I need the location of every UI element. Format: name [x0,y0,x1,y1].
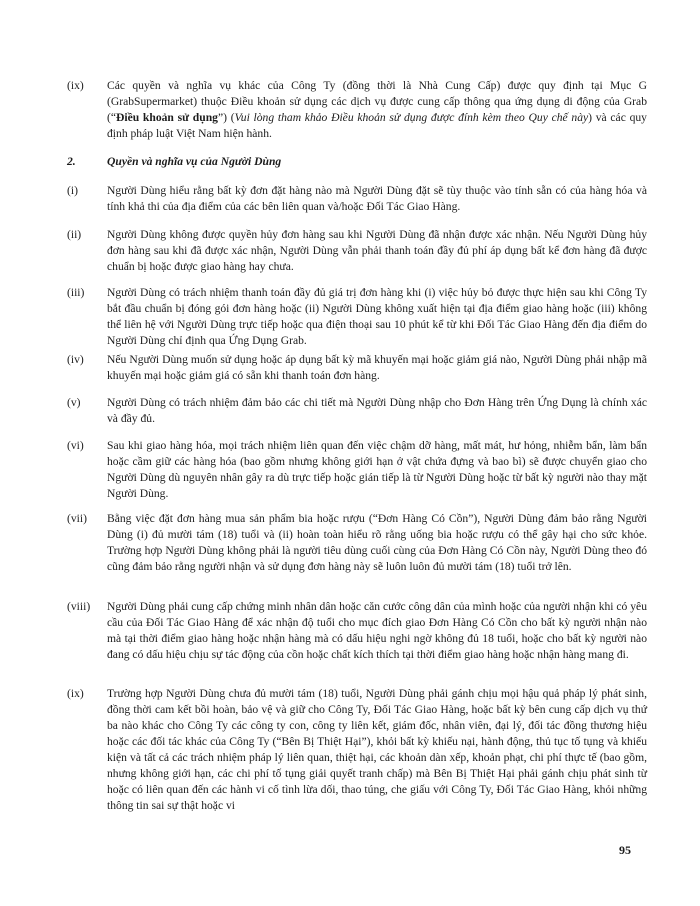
clause-text: Người Dùng phải cung cấp chứng minh nhân dân hoặc căn cước công dân của mình hoặc của người nhận khi có yêu cầu của Đối Tác Giao Hàng để xác nhận độ tuổi cho mục đích giao Đơn Hàng Có Cồn cho bất kỳ người nhận nào mà tại thời điểm giao hàng hoặc nhận hàng mà có dấu hiệu nghi ngờ không đủ 18 tuổi, hoặc cho bất kỳ người nào đang có dấu hiệu chịu sự tác động của cồn hoặc chất kích thích tại thời điểm giao hàng hoặc nhận hàng mang đi. [107,600,647,661]
section-heading [67,154,647,170]
clause-number: (ix) [67,687,84,700]
clause-iii [67,285,647,349]
clause-text: Bằng việc đặt đơn hàng mua sản phẩm bia hoặc rượu (“Đơn Hàng Có Cồn”), Người Dùng đảm bảo rằng Người Dùng (i) đủ mười tám (18) tuổi và (ii) hoàn toàn hiểu rõ rằng uống bia hoặc rượu có thể gây hại cho sức khỏe. Trường hợp Người Dùng không phải là người tiêu dùng cuối cùng của Đơn Hàng Có Cồn này, Người Dùng theo đó cũng đảm bảo rằng người nhận và sử dụng đơn hàng này sẽ luôn luôn đủ mười tám (18) tuổi trở lên. [107,512,647,573]
page-number: 95 [619,843,631,857]
clause-text: Người Dùng có trách nhiệm đảm bảo các chi tiết mà Người Dùng nhập cho Đơn Hàng trên Ứng Dụng là chính xác và đầy đủ. [107,396,647,425]
clause-number: (v) [67,396,81,409]
clause-ix-provider [67,78,647,142]
clause-number: (ix) [67,79,84,92]
clause-vi [67,438,647,502]
clause-number: (viii) [67,600,91,613]
clause-text: Các quyền và nghĩa vụ khác của Công Ty (đồng thời là Nhà Cung Cấp) được quy định tại Mục G (GrabSupermarket) thuộc Điều khoản sử dụng các dịch vụ được cung cấp thông qua ứng dụng di động của Grab (“Điều khoản sử dụng”) (Vui lòng tham khảo Điều khoản sử dụng được đính kèm theo Quy chế này) và các quy định pháp luật Việt Nam hiện hành. [107,79,647,140]
clause-vii [67,511,647,575]
section-number: 2. [67,155,76,168]
clause-i [67,183,647,215]
clause-text: Sau khi giao hàng hóa, mọi trách nhiệm liên quan đến việc chậm dỡ hàng, mất mát, hư hỏng, nhiễm bẩn, làm bẩn hoặc cầm giữ các hàng hóa (bao gồm nhưng không giới hạn ở vật chứa đựng và bao bì) sẽ được chuyển giao cho Người Dùng dù nguyên nhân gây ra dù trực tiếp hoặc gián tiếp là từ Người Dùng hoặc từ bất kỳ người nào thay mặt Người Dùng. [107,439,647,500]
clause-number: (vi) [67,439,84,452]
bold-term: Điều khoản sử dụng [116,111,218,124]
italic-note: Vui lòng tham khảo Điều khoản sử dụng được đính kèm theo Quy chế này [234,111,589,124]
clause-number: (iii) [67,286,85,299]
clause-text: Nếu Người Dùng muốn sử dụng hoặc áp dụng bất kỳ mã khuyến mại hoặc giảm giá nào, Người Dùng phải nhập mã khuyến mại hoặc giảm giá có sẵn khi thanh toán đơn hàng. [107,353,647,382]
clause-number: (vii) [67,512,87,525]
clause-text: Trường hợp Người Dùng chưa đủ mười tám (18) tuổi, Người Dùng phải gánh chịu mọi hậu quả pháp lý phát sinh, đồng thời cam kết bồi hoàn, bảo vệ và giữ cho Công Ty, Đối Tác Giao Hàng, hoặc bất kỳ bên cung cấp dịch vụ thứ ba nào khác cho Công Ty các công ty con, công ty liên kết, giám đốc, nhân viên, đại lý, đối tác đồng thương hiệu hoặc các đối tác khác của Công Ty (“Bên Bị Thiệt Hại”), khỏi bất kỳ khiếu nại, hành động, thủ tục tố tụng và khiếu kiện và tất cả các trách nhiệm pháp lý liên quan, thiệt hại, các khoản dàn xếp, khoản phạt, chi phí thực tế (bao gồm, nhưng không giới hạn, các chi phí tố tụng giải quyết tranh chấp) mà Bên Bị Thiệt Hại phải gánh chịu phát sinh từ hoặc có liên quan đến các hành vi cố tình lừa dối, thao túng, che giấu với Công Ty, Đối Tác Giao Hàng, khỏi những thông tin sai sự thật hoặc vi [107,687,647,812]
clause-ix-user [67,686,647,814]
clause-text: Người Dùng không được quyền hủy đơn hàng sau khi Người Dùng đã nhận được xác nhận. Nếu Người Dùng hủy đơn hàng sau khi đã được xác nhận, Người Dùng vẫn phải thanh toán đầy đủ phí áp dụng bất kể đơn hàng đã được chuẩn bị hoặc được giao hàng hay chưa. [107,228,647,273]
section-title: Quyền và nghĩa vụ của Người Dùng [107,155,282,168]
clause-number: (iv) [67,353,84,366]
clause-v [67,395,647,427]
clause-viii [67,599,647,663]
clause-ii [67,227,647,275]
clause-iv [67,352,647,384]
clause-text: Người Dùng có trách nhiệm thanh toán đầy đủ giá trị đơn hàng khi (i) việc hủy bỏ được thực hiện sau khi Công Ty bắt đầu chuẩn bị đóng gói đơn hàng hoặc (ii) Người Dùng không xuất hiện tại địa điểm giao hàng hoặc (iii) không thể liên hệ với Người Dùng trực tiếp hoặc qua điện thoại sau 10 phút kể từ khi Đối Tác Giao Hàng đến địa điểm do Người Dùng chỉ định qua Ứng Dụng Grab. [107,286,647,347]
clause-number: (i) [67,184,78,197]
clause-text: Người Dùng hiểu rằng bất kỳ đơn đặt hàng nào mà Người Dùng đặt sẽ tùy thuộc vào tính sẵn có của hàng hóa và tính khả thi của địa điểm của các bên liên quan và/hoặc Đối Tác Giao Hàng. [107,184,647,213]
clause-number: (ii) [67,228,82,241]
